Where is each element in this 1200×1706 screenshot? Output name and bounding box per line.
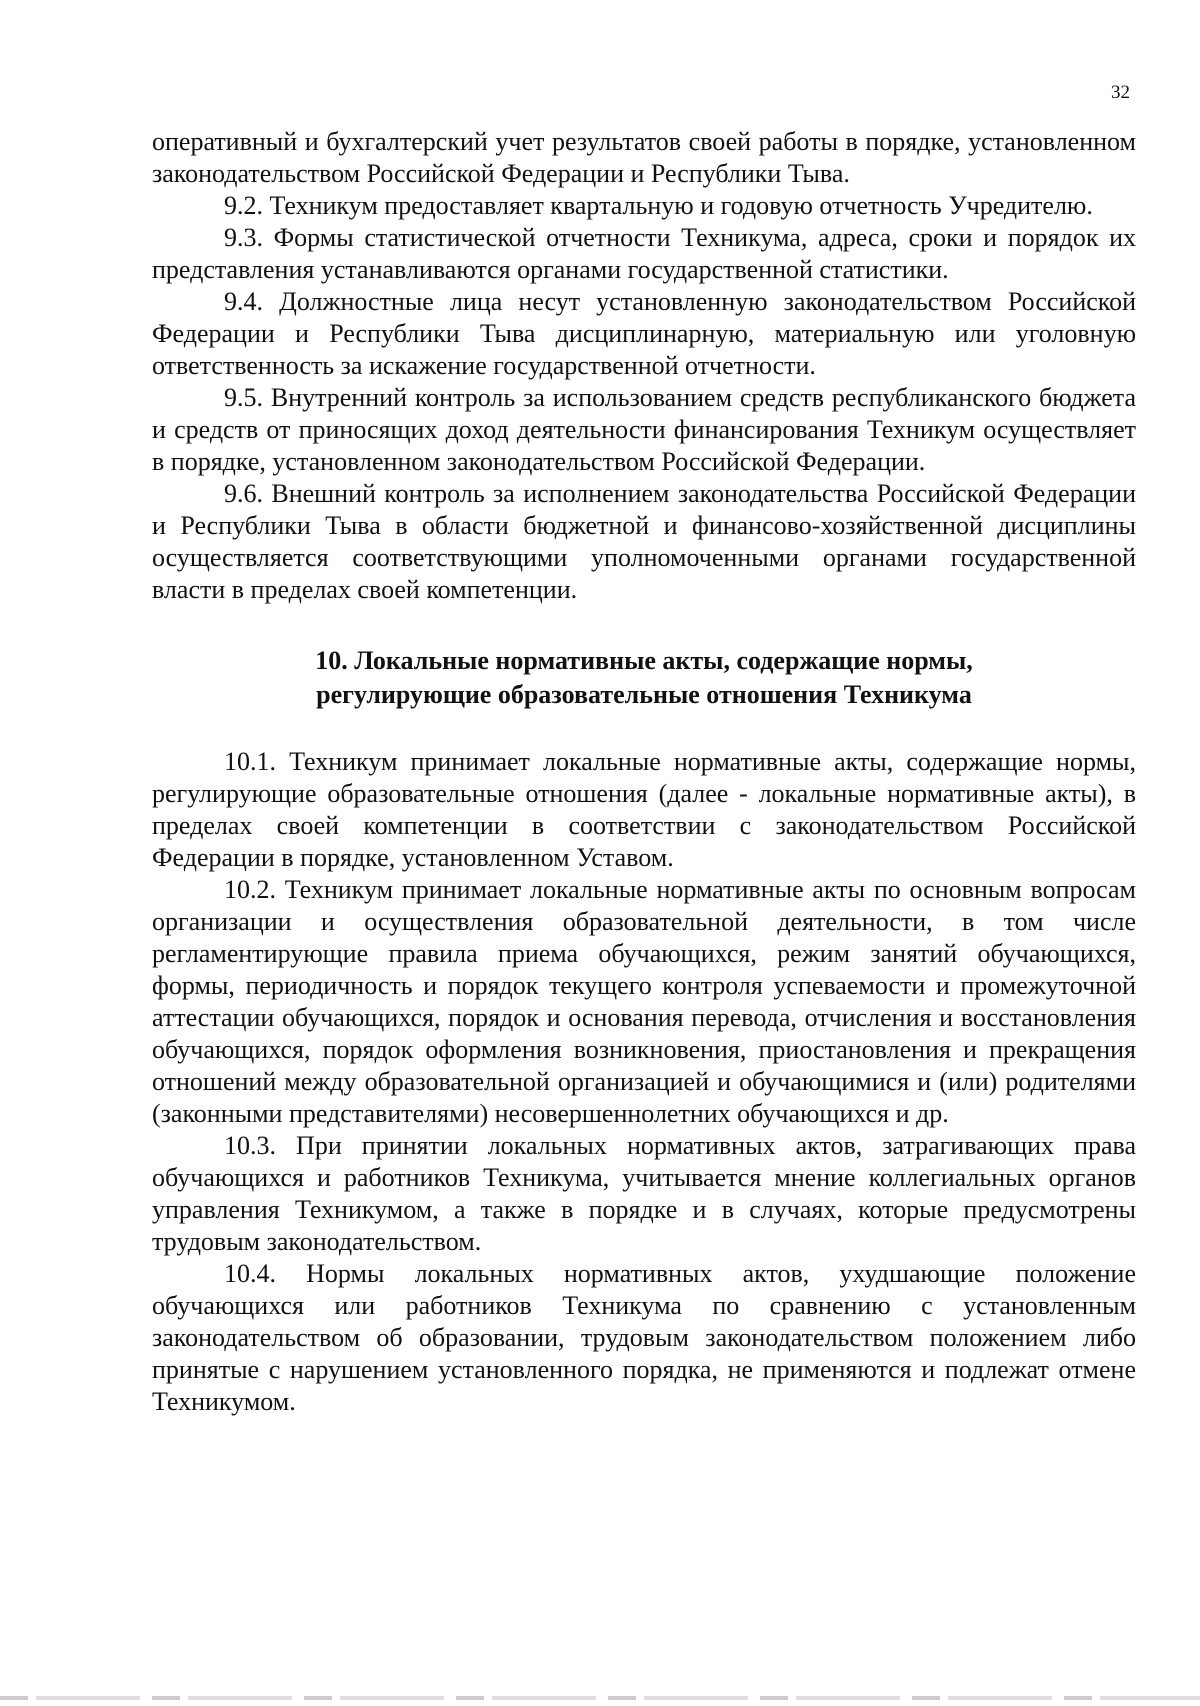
section-heading-line-1: 10. Локальные нормативные акты, содержащие нормы, [315, 646, 973, 675]
paragraph-continuation: оперативный и бухгалтерский учет результатов своей работы в порядке, установленном законодательством Российской Федерации и Республики Тыва. [152, 127, 1136, 188]
paragraph-9-5: 9.5. Внутренний контроль за использованием средств республиканского бюджета и средств от приносящих доход деятельности финансирования Техникум осуществляет в порядке, установленном законодательством Российской Федерации. [152, 383, 1136, 476]
section-heading-line-2: регулирующие образовательные отношения Техникума [316, 680, 972, 709]
paragraph-9-6: 9.6. Внешний контроль за исполнением законодательства Российской Федерации и Республики Тыва в области бюджетной и финансово-хозяйственной дисциплины осуществляется соответствующими уполномоченными органами государственной власти в пределах своей компетенции. [152, 479, 1136, 604]
paragraph-9-3: 9.3. Формы статистической отчетности Техникума, адреса, сроки и порядок их представления устанавливаются органами государственной статистики. [152, 223, 1136, 284]
paragraph-10-2: 10.2. Техникум принимает локальные нормативные акты по основным вопросам организации и осуществления образовательной деятельности, в том числе регламентирующие правила приема обучающихся, режим занятий обучающихся, формы, периодичность и порядок текущего контроля успеваемости и промежуточной аттестации обучающихся, порядок и основания перевода, отчисления и восстановления обучающихся, порядок оформления возникновения, приостановления и прекращения отношений между образовательной организацией и обучающимися и (или) родителями (законными представителями) несовершеннолетних обучающихся и др. [152, 875, 1136, 1128]
page-number: 32 [1111, 82, 1130, 103]
paragraph-9-4: 9.4. Должностные лица несут установленную законодательством Российской Федерации и Республики Тыва дисциплинарную, материальную или уголовную ответственность за искажение государственной отчетности. [152, 287, 1136, 380]
paragraph-10-4: 10.4. Нормы локальных нормативных актов, ухудшающие положение обучающихся или работников Техникума по сравнению с установленным законодательством об образовании, трудовым законодательством положением либо принятые с нарушением установленного порядка, не применяются и подлежат отмене Техникумом. [152, 1259, 1136, 1416]
section-heading [152, 644, 1136, 712]
paragraph-10-1: 10.1. Техникум принимает локальные нормативные акты, содержащие нормы, регулирующие образовательные отношения (далее - локальные нормативные акты), в пределах своей компетенции в соответствии с законодательством Российской Федерации в порядке, установленном Уставом. [152, 747, 1136, 872]
scan-edge-artifact [0, 1696, 1200, 1700]
paragraph-10-3: 10.3. При принятии локальных нормативных актов, затрагивающих права обучающихся и работников Техникума, учитывается мнение коллегиальных органов управления Техникумом, а также в порядке и в случаях, которые предусмотрены трудовым законодательством. [152, 1131, 1136, 1256]
document-body [152, 126, 1136, 1418]
paragraph-9-2: 9.2. Техникум предоставляет квартальную и годовую отчетность Учредителю. [224, 191, 1093, 220]
